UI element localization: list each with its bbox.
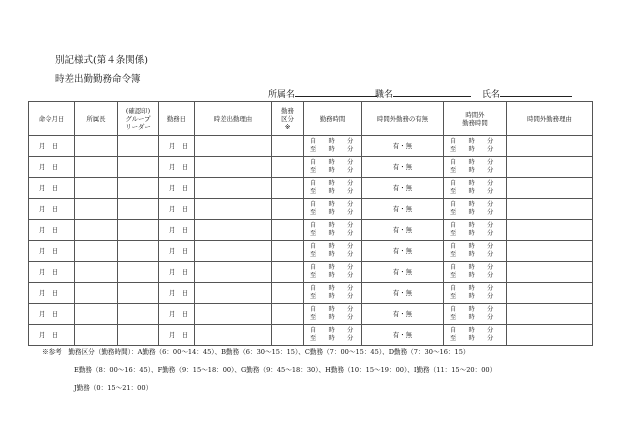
group-leader-seal-cell[interactable] — [118, 241, 159, 262]
time-to: 至 時 分 — [310, 146, 354, 153]
work-date-cell[interactable]: 月 日 — [159, 220, 195, 241]
overtime-to: 至 時 分 — [450, 188, 494, 195]
position-blank — [393, 87, 471, 97]
overtime-hours-cell[interactable] — [444, 283, 507, 304]
overtime-from: 自 時 分 — [450, 243, 494, 251]
overtime-hours-cell[interactable] — [444, 241, 507, 262]
work-date-cell[interactable]: 月 日 — [159, 304, 195, 325]
time-from: 自 時 分 — [310, 264, 354, 272]
reason-cell[interactable] — [195, 241, 272, 262]
order-date-cell[interactable]: 月 日 — [29, 199, 75, 220]
table-body — [29, 136, 593, 346]
overtime-from: 自 時 分 — [450, 306, 494, 314]
work-category-cell[interactable] — [272, 325, 304, 346]
overtime-flag-cell[interactable]: 有・無 — [362, 199, 444, 220]
overtime-to: 至 時 分 — [450, 251, 494, 258]
group-leader-seal-cell[interactable] — [118, 262, 159, 283]
order-date-cell[interactable]: 月 日 — [29, 220, 75, 241]
order-date-cell[interactable]: 月 日 — [29, 262, 75, 283]
overtime-from: 自 時 分 — [450, 222, 494, 230]
overtime-from: 自 時 分 — [450, 159, 494, 167]
overtime-hours-cell[interactable] — [444, 136, 507, 157]
time-from: 自 時 分 — [310, 180, 354, 188]
overtime-reason-cell[interactable] — [507, 241, 593, 262]
time-from: 自 時 分 — [310, 201, 354, 209]
manager-seal-cell[interactable] — [75, 262, 118, 283]
overtime-flag-cell[interactable]: 有・無 — [362, 325, 444, 346]
work-category-cell[interactable] — [272, 220, 304, 241]
overtime-flag-cell[interactable]: 有・無 — [362, 136, 444, 157]
overtime-flag-cell[interactable]: 有・無 — [362, 157, 444, 178]
table-row — [29, 325, 593, 346]
time-to: 至 時 分 — [310, 209, 354, 216]
work-date-cell[interactable]: 月 日 — [159, 241, 195, 262]
work-date-cell[interactable]: 月 日 — [159, 283, 195, 304]
time-to: 至 時 分 — [310, 167, 354, 174]
overtime-to: 至 時 分 — [450, 293, 494, 300]
overtime-reason-cell[interactable] — [507, 262, 593, 283]
table-row — [29, 136, 593, 157]
time-from: 自 時 分 — [310, 243, 354, 251]
note-line-3: J勤務（0：15〜21：00） — [74, 384, 153, 392]
work-category-cell[interactable] — [272, 304, 304, 325]
table-row — [29, 262, 593, 283]
overtime-hours-cell[interactable] — [444, 178, 507, 199]
header-manager: 所属長 — [75, 102, 118, 136]
table-row — [29, 157, 593, 178]
reason-cell[interactable] — [195, 178, 272, 199]
order-date-cell[interactable]: 月 日 — [29, 283, 75, 304]
name-blank — [500, 87, 572, 97]
position-label: 職名 — [375, 90, 394, 100]
work-hours-cell[interactable] — [304, 262, 362, 283]
overtime-flag-cell[interactable]: 有・無 — [362, 283, 444, 304]
work-date-cell[interactable]: 月 日 — [159, 262, 195, 283]
page-title: 時差出勤勤務命令簿 — [55, 74, 141, 85]
name-label: 氏名 — [482, 90, 501, 100]
reason-cell[interactable] — [195, 220, 272, 241]
header-work-category: 勤務 区分 ※ — [272, 102, 304, 136]
overtime-from: 自 時 分 — [450, 180, 494, 188]
work-hours-cell[interactable] — [304, 199, 362, 220]
overtime-to: 至 時 分 — [450, 314, 494, 321]
work-date-cell[interactable]: 月 日 — [159, 157, 195, 178]
note-line-1: ※参考 勤務区分（勤務時間）：A勤務（6：00〜14：45）、B勤務（6：30〜15：15）、C勤務（7：00〜15：45）、D勤務（7：30〜16：15） — [42, 348, 470, 356]
overtime-reason-cell[interactable] — [507, 178, 593, 199]
overtime-to: 至 時 分 — [450, 167, 494, 174]
reason-cell[interactable] — [195, 325, 272, 346]
time-to: 至 時 分 — [310, 188, 354, 195]
work-order-table — [28, 101, 593, 346]
group-leader-seal-cell[interactable] — [118, 157, 159, 178]
header-work-date: 勤務日 — [159, 102, 195, 136]
overtime-to: 至 時 分 — [450, 209, 494, 216]
work-category-cell[interactable] — [272, 136, 304, 157]
work-category-cell[interactable] — [272, 178, 304, 199]
work-date-cell[interactable]: 月 日 — [159, 325, 195, 346]
overtime-reason-cell[interactable] — [507, 220, 593, 241]
order-date-cell[interactable]: 月 日 — [29, 136, 75, 157]
name-field[interactable] — [482, 87, 572, 100]
order-date-cell[interactable]: 月 日 — [29, 157, 75, 178]
work-category-cell[interactable] — [272, 241, 304, 262]
time-from: 自 時 分 — [310, 138, 354, 146]
office-name-label: 所属名 — [268, 90, 296, 100]
overtime-flag-cell[interactable]: 有・無 — [362, 262, 444, 283]
group-leader-seal-cell[interactable] — [118, 304, 159, 325]
overtime-from: 自 時 分 — [450, 201, 494, 209]
office-name-blank — [295, 87, 377, 97]
reason-cell[interactable] — [195, 136, 272, 157]
order-date-cell[interactable]: 月 日 — [29, 325, 75, 346]
header-work-hours: 勤務時間 — [304, 102, 362, 136]
overtime-flag-cell[interactable]: 有・無 — [362, 241, 444, 262]
table-row — [29, 199, 593, 220]
overtime-hours-cell[interactable] — [444, 304, 507, 325]
header-overtime-reason: 時間外勤務理由 — [507, 102, 593, 136]
table-header-row — [29, 102, 593, 136]
group-leader-seal-cell[interactable] — [118, 325, 159, 346]
work-hours-cell[interactable] — [304, 220, 362, 241]
overtime-to: 至 時 分 — [450, 146, 494, 153]
group-leader-seal-cell[interactable] — [118, 178, 159, 199]
group-leader-seal-cell[interactable] — [118, 283, 159, 304]
group-leader-seal-cell[interactable] — [118, 199, 159, 220]
time-to: 至 時 分 — [310, 314, 354, 321]
overtime-flag-cell[interactable]: 有・無 — [362, 220, 444, 241]
overtime-reason-cell[interactable] — [507, 136, 593, 157]
work-category-cell[interactable] — [272, 262, 304, 283]
header-overtime-hours: 時間外 勤務時間 — [444, 102, 507, 136]
position-field[interactable] — [375, 87, 471, 100]
reason-cell[interactable] — [195, 283, 272, 304]
time-to: 至 時 分 — [310, 251, 354, 258]
manager-seal-cell[interactable] — [75, 220, 118, 241]
manager-seal-cell[interactable] — [75, 136, 118, 157]
order-date-cell[interactable]: 月 日 — [29, 178, 75, 199]
table-row — [29, 220, 593, 241]
overtime-reason-cell[interactable] — [507, 157, 593, 178]
header-group-leader: (確認印) グループ リーダー — [118, 102, 159, 136]
overtime-reason-cell[interactable] — [507, 304, 593, 325]
time-from: 自 時 分 — [310, 222, 354, 230]
manager-seal-cell[interactable] — [75, 325, 118, 346]
work-category-cell[interactable] — [272, 157, 304, 178]
table-row — [29, 178, 593, 199]
overtime-reason-cell[interactable] — [507, 283, 593, 304]
reason-cell[interactable] — [195, 304, 272, 325]
reason-cell[interactable] — [195, 157, 272, 178]
work-hours-cell[interactable] — [304, 136, 362, 157]
work-category-cell[interactable] — [272, 283, 304, 304]
time-to: 至 時 分 — [310, 272, 354, 279]
overtime-reason-cell[interactable] — [507, 325, 593, 346]
work-date-cell[interactable]: 月 日 — [159, 199, 195, 220]
office-name-field[interactable] — [268, 87, 377, 100]
work-category-cell[interactable] — [272, 199, 304, 220]
work-hours-cell[interactable] — [304, 178, 362, 199]
manager-seal-cell[interactable] — [75, 178, 118, 199]
work-hours-cell[interactable] — [304, 157, 362, 178]
time-from: 自 時 分 — [310, 285, 354, 293]
reason-cell[interactable] — [195, 262, 272, 283]
work-hours-cell[interactable] — [304, 283, 362, 304]
work-hours-cell[interactable] — [304, 325, 362, 346]
manager-seal-cell[interactable] — [75, 157, 118, 178]
form-label: 別記様式(第４条関係) — [55, 55, 148, 66]
table-row — [29, 283, 593, 304]
overtime-reason-cell[interactable] — [507, 199, 593, 220]
work-hours-cell[interactable] — [304, 241, 362, 262]
overtime-to: 至 時 分 — [450, 335, 494, 342]
overtime-from: 自 時 分 — [450, 285, 494, 293]
overtime-hours-cell[interactable] — [444, 157, 507, 178]
overtime-flag-cell[interactable]: 有・無 — [362, 304, 444, 325]
manager-seal-cell[interactable] — [75, 241, 118, 262]
overtime-flag-cell[interactable]: 有・無 — [362, 178, 444, 199]
note-line-2: E勤務（8：00〜16：45）、F勤務（9：15〜18：00）、G勤務（9：45〜18：30）、H勤務（10：15〜19：00）、I勤務（11：15〜20：00） — [74, 366, 497, 374]
overtime-hours-cell[interactable] — [444, 199, 507, 220]
overtime-hours-cell[interactable] — [444, 220, 507, 241]
overtime-to: 至 時 分 — [450, 272, 494, 279]
header-reason: 時差出勤理由 — [195, 102, 272, 136]
overtime-hours-cell[interactable] — [444, 262, 507, 283]
manager-seal-cell[interactable] — [75, 304, 118, 325]
overtime-hours-cell[interactable] — [444, 325, 507, 346]
manager-seal-cell[interactable] — [75, 199, 118, 220]
time-to: 至 時 分 — [310, 230, 354, 237]
overtime-to: 至 時 分 — [450, 230, 494, 237]
overtime-from: 自 時 分 — [450, 327, 494, 335]
order-date-cell[interactable]: 月 日 — [29, 241, 75, 262]
time-from: 自 時 分 — [310, 306, 354, 314]
time-to: 至 時 分 — [310, 293, 354, 300]
time-from: 自 時 分 — [310, 159, 354, 167]
time-from: 自 時 分 — [310, 327, 354, 335]
group-leader-seal-cell[interactable] — [118, 136, 159, 157]
work-date-cell[interactable]: 月 日 — [159, 178, 195, 199]
header-order-date: 命令月日 — [29, 102, 75, 136]
header-overtime-flag: 時間外勤務の有無 — [362, 102, 444, 136]
manager-seal-cell[interactable] — [75, 283, 118, 304]
overtime-from: 自 時 分 — [450, 264, 494, 272]
work-hours-cell[interactable] — [304, 304, 362, 325]
table-row — [29, 241, 593, 262]
overtime-from: 自 時 分 — [450, 138, 494, 146]
order-date-cell[interactable]: 月 日 — [29, 304, 75, 325]
group-leader-seal-cell[interactable] — [118, 220, 159, 241]
table-row — [29, 304, 593, 325]
work-date-cell[interactable]: 月 日 — [159, 136, 195, 157]
time-to: 至 時 分 — [310, 335, 354, 342]
reason-cell[interactable] — [195, 199, 272, 220]
